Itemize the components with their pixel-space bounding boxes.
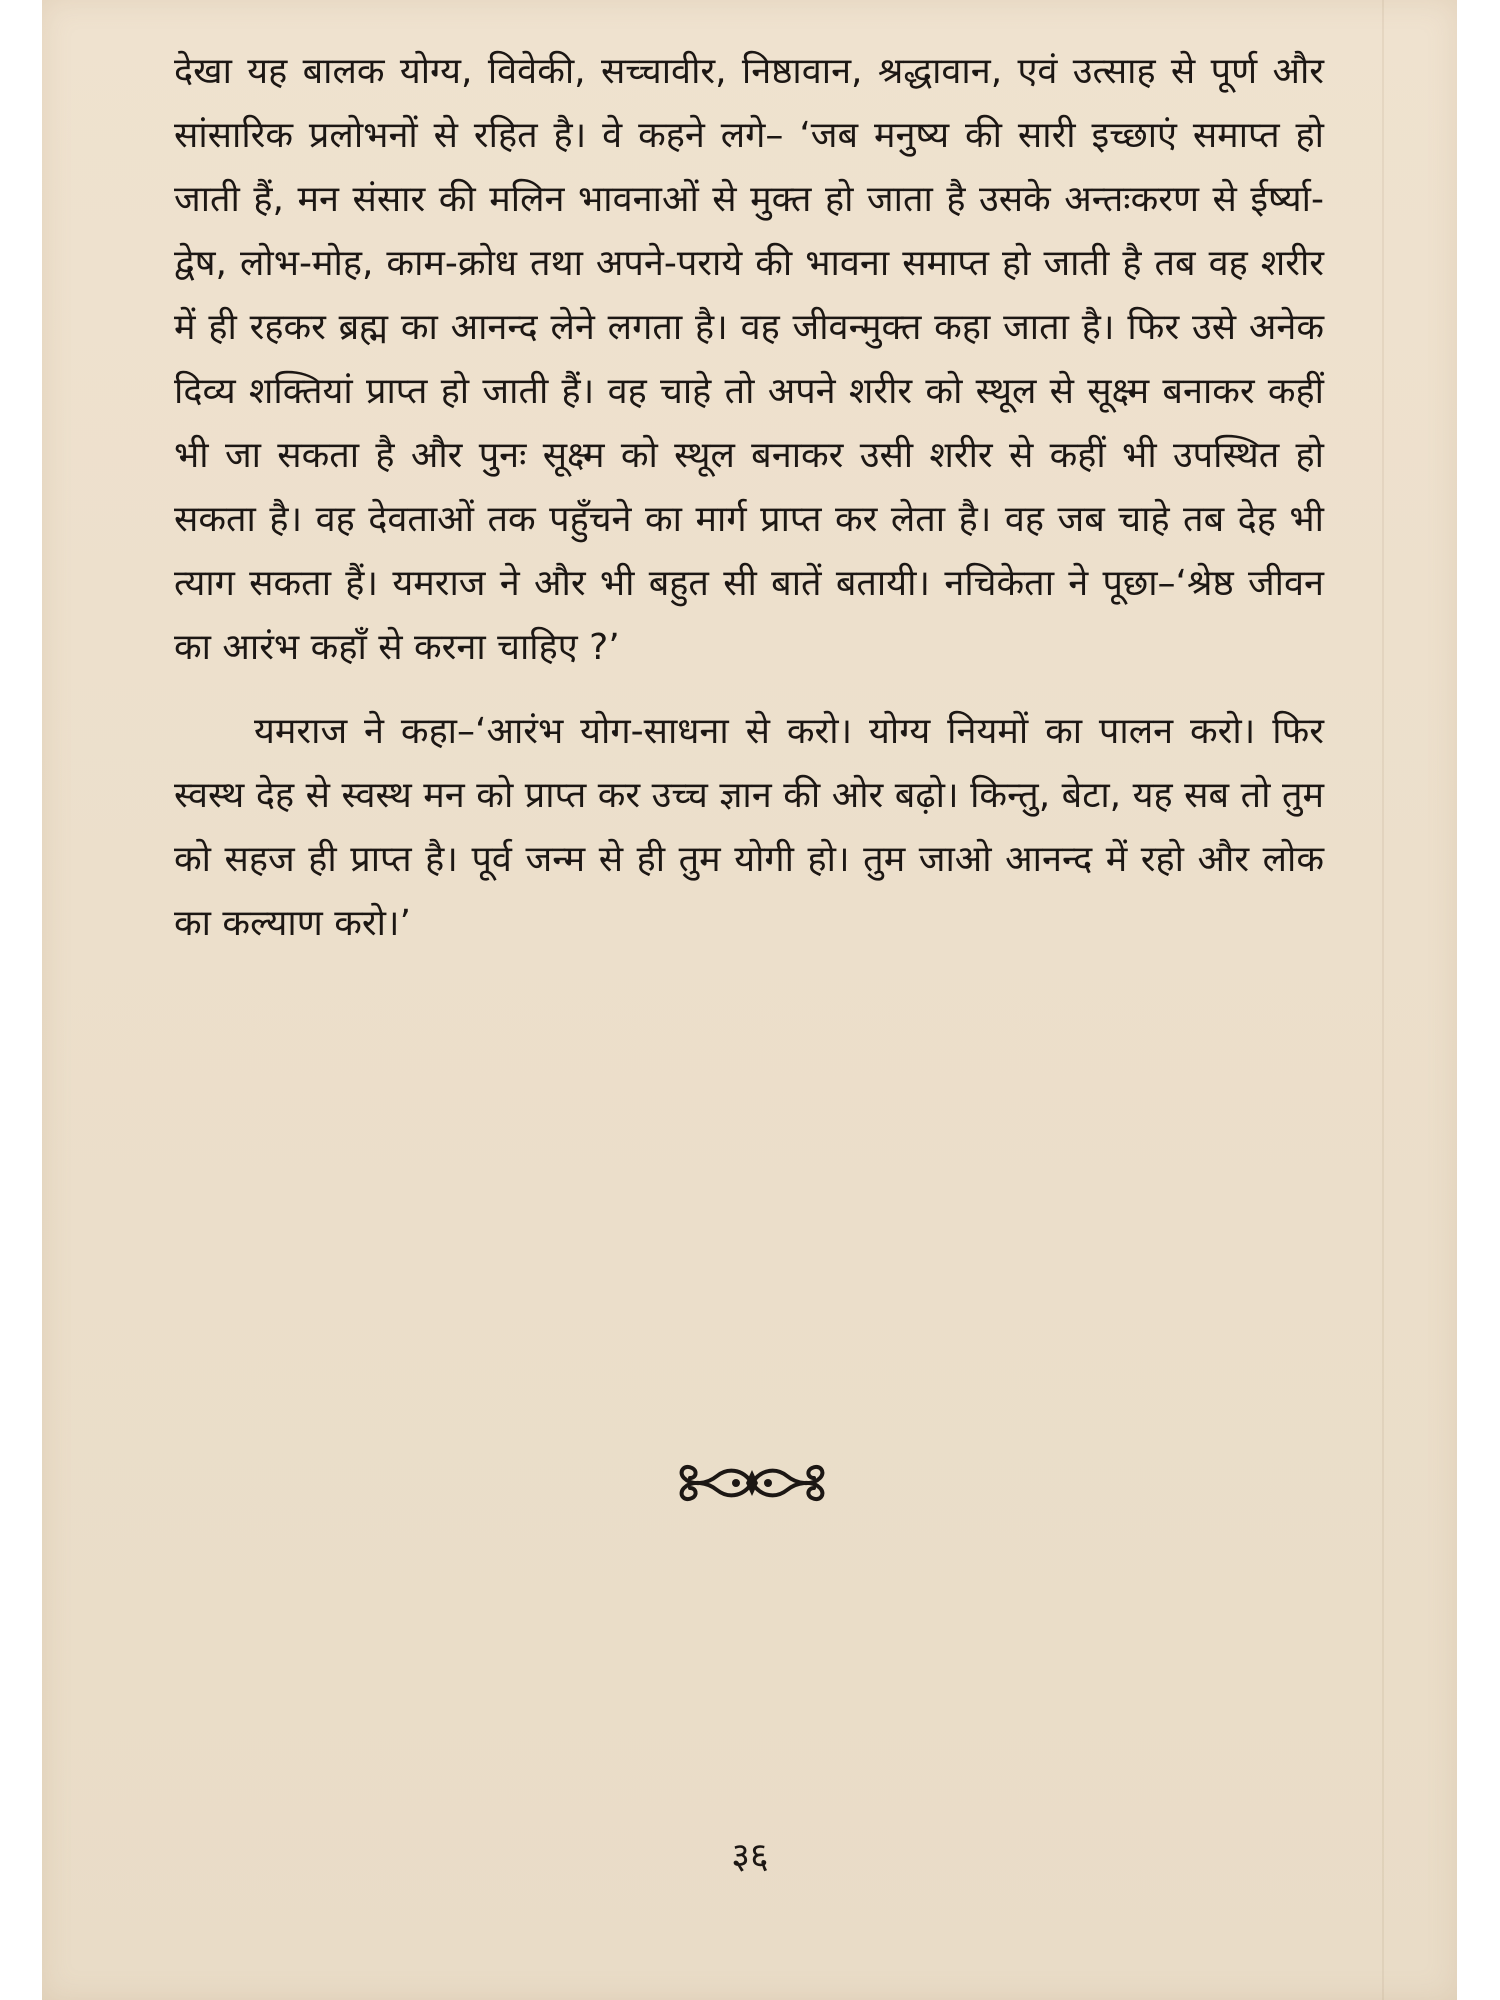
scroll-ornament-icon [672, 1458, 832, 1508]
body-text [174, 40, 1324, 956]
paragraph-1: देखा यह बालक योग्य, विवेकी, सच्चावीर, निष्ठावान, श्रद्धावान, एवं उत्साह से पूर्ण और सांसारिक प्रलोभनों से रहित है। वे कहने लगे– ‘जब मनुष्य की सारी इच्छाएं समाप्त हो जाती हैं, मन संसार की मलिन भावनाओं से मुक्त हो जाता है उसके अन्तःकरण से ईर्ष्या-द्वेष, लोभ-मोह, काम-क्रोध तथा अपने-पराये की भावना समाप्त हो जाती है तब वह शरीर में ही रहकर ब्रह्म का आनन्द लेने लगता है। वह जीवन्मुक्त कहा जाता है। फिर उसे अनेक दिव्य शक्तियां प्राप्त हो जाती हैं। वह चाहे तो अपने शरीर को स्थूल से सूक्ष्म बनाकर कहीं भी जा सकता है और पुनः सूक्ष्म को स्थूल बनाकर उसी शरीर से कहीं भी उपस्थित हो सकता है। वह देवताओं तक पहुँचने का मार्ग प्राप्त कर लेता है। वह जब चाहे तब देह भी त्याग सकता हैं। यमराज ने और भी बहुत सी बातें बतायी। नचिकेता ने पूछा–‘श्रेष्ठ जीवन का आरंभ कहाँ से करना चाहिए ?’ [174, 51, 1324, 668]
paper-crease [1382, 0, 1384, 2000]
page-number: ३६ [731, 1836, 769, 1877]
paragraph-2: यमराज ने कहा–‘आरंभ योग-साधना से करो। योग्य नियमों का पालन करो। फिर स्वस्थ देह से स्वस्थ मन को प्राप्त कर उच्च ज्ञान की ओर बढ़ो। किन्तु, बेटा, यह सब तो तुम को सहज ही प्राप्त है। पूर्व जन्म से ही तुम योगी हो। तुम जाओ आनन्द में रहो और लोक का कल्याण करो।’ [174, 711, 1324, 944]
